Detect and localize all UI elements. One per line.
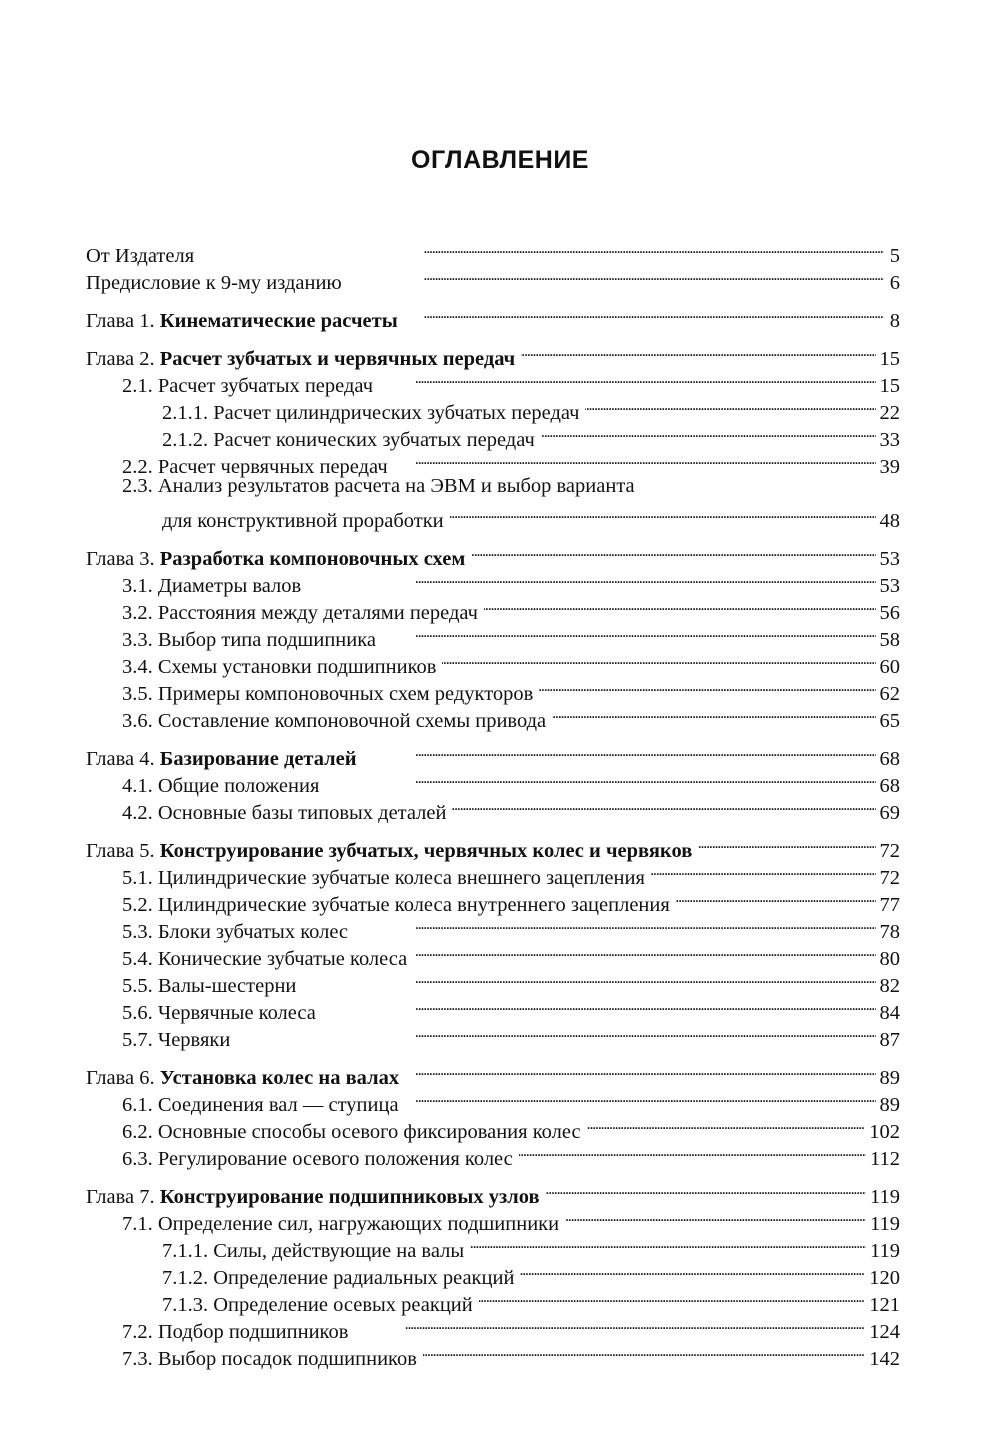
- toc-page-number: 8: [889, 310, 900, 332]
- toc-page-number: 33: [879, 429, 900, 451]
- toc-label: 2.1.2. Расчет конических зубчатых передач: [162, 429, 535, 451]
- toc-label: 3.4. Схемы установки подшипников: [122, 656, 437, 678]
- toc-label: 5.5. Валы-шестерни: [122, 975, 297, 997]
- chapter-title: Расчет зубчатых и червячных передач: [159, 348, 516, 370]
- toc-page-number: 119: [870, 1213, 900, 1235]
- dot-leader: [325, 765, 875, 792]
- dot-leader: [394, 446, 876, 473]
- toc-chapter-2: [86, 338, 900, 370]
- dot-leader: [471, 538, 875, 565]
- toc-label: 7.1.3. Определение осевых реакций: [162, 1294, 473, 1316]
- dot-leader: [479, 1284, 866, 1311]
- toc-label: 3.2. Расстояния между деталями передач: [122, 602, 478, 624]
- chapter-title: Базирование деталей: [159, 748, 357, 770]
- toc-label: 7.1.1. Силы, действующие на валы: [162, 1240, 465, 1262]
- dot-leader: [520, 1257, 865, 1284]
- dot-leader: [698, 830, 875, 857]
- toc-chapter-7: [86, 1176, 900, 1208]
- toc-page-number: 65: [879, 710, 900, 732]
- toc-label: От Издателя: [86, 245, 195, 267]
- toc-chapter-5: [86, 830, 900, 862]
- dot-leader: [302, 965, 875, 992]
- toc-label: 6.3. Регулирование осевого положения колес: [122, 1148, 513, 1170]
- toc-page-number: 120: [869, 1267, 900, 1289]
- toc-label: 5.3. Блоки зубчатых колес: [122, 921, 349, 943]
- toc-page-number: 119: [870, 1240, 900, 1262]
- dot-leader: [382, 619, 876, 646]
- toc-page-number: 15: [879, 375, 900, 397]
- toc-page-number: 119: [870, 1186, 900, 1208]
- dot-leader: [307, 565, 875, 592]
- dot-leader: [200, 235, 884, 262]
- toc-page-number: 68: [879, 775, 900, 797]
- dot-leader: [585, 392, 875, 419]
- dot-leader: [470, 1230, 866, 1257]
- toc-label: 2.1.1. Расчет цилиндрических зубчатых передач: [162, 402, 580, 424]
- toc-page-number: 68: [879, 748, 900, 770]
- toc-label: Предисловие к 9-му изданию: [86, 272, 342, 294]
- toc-page-number: 84: [879, 1002, 900, 1024]
- toc-page-number: 5: [889, 245, 900, 267]
- toc-section: [86, 473, 900, 500]
- chapter-prefix: Глава 3.: [86, 548, 160, 570]
- toc-label: 7.3. Выбор посадок подшипников: [122, 1348, 417, 1370]
- dot-leader: [546, 1176, 866, 1203]
- toc-label: 7.1.2. Определение радиальных реакций: [162, 1267, 515, 1289]
- toc-page-number: 48: [879, 510, 900, 532]
- toc-page-number: 112: [870, 1148, 900, 1170]
- toc-label: 2.3. Анализ результатов расчета на ЭВМ и выбор варианта: [122, 475, 635, 497]
- toc-page-number: 15: [879, 348, 900, 370]
- toc-page-number: 58: [879, 629, 900, 651]
- toc-label: 7.2. Подбор подшипников: [122, 1321, 349, 1343]
- toc-page-number: 62: [879, 683, 900, 705]
- dot-leader: [379, 365, 875, 392]
- dot-leader: [348, 262, 884, 289]
- dot-leader: [363, 738, 876, 765]
- toc-label: 6.1. Соединения вал — ступица: [122, 1094, 399, 1116]
- toc-label: 5.4. Конические зубчатые колеса: [122, 948, 408, 970]
- toc-label: 5.2. Цилиндрические зубчатые колеса внутреннего зацепления: [122, 894, 670, 916]
- toc-label: 5.6. Червячные колеса: [122, 1002, 316, 1024]
- toc-chapter-6: [86, 1057, 900, 1089]
- dot-leader: [354, 911, 875, 938]
- chapter-prefix: Глава 6.: [86, 1067, 160, 1089]
- toc-section-continuation: [86, 500, 900, 532]
- dot-leader: [404, 300, 884, 327]
- chapter-title: Разработка компоновочных схем: [159, 548, 466, 570]
- dot-leader: [651, 857, 876, 884]
- dot-leader: [450, 500, 876, 527]
- toc-page-number: 39: [879, 456, 900, 478]
- dot-leader: [405, 1057, 875, 1084]
- toc-label: 3.1. Диаметры валов: [122, 575, 302, 597]
- chapter-prefix: Глава 4.: [86, 748, 160, 770]
- toc-page-number: 87: [879, 1029, 900, 1051]
- toc-page-number: 6: [889, 272, 900, 294]
- toc-page-number: 53: [879, 575, 900, 597]
- toc-label: 3.5. Примеры компоновочных схем редукторов: [122, 683, 534, 705]
- dot-leader: [521, 338, 875, 365]
- toc-page-number: 89: [879, 1094, 900, 1116]
- dot-leader: [676, 884, 876, 911]
- dot-leader: [413, 938, 875, 965]
- toc-page-number: 102: [869, 1121, 900, 1143]
- dot-leader: [519, 1138, 866, 1165]
- chapter-title: Установка колес на валах: [159, 1067, 400, 1089]
- toc-page-number: 56: [879, 602, 900, 624]
- toc-page-number: 124: [869, 1321, 900, 1343]
- toc-page-number: 72: [879, 867, 900, 889]
- dot-leader: [541, 419, 876, 446]
- toc-chapter-3: [86, 538, 900, 570]
- toc-page-number: 142: [869, 1348, 900, 1370]
- toc-label: 2.1. Расчет зубчатых передач: [122, 375, 374, 397]
- toc-page-number: 22: [879, 402, 900, 424]
- dot-leader: [423, 1338, 865, 1365]
- chapter-title: Конструирование подшипниковых узлов: [159, 1186, 540, 1208]
- toc-page-number: 89: [879, 1067, 900, 1089]
- toc-page-number: 77: [879, 894, 900, 916]
- chapter-prefix: Глава 2.: [86, 348, 160, 370]
- dot-leader: [322, 992, 876, 1019]
- dot-leader: [587, 1111, 866, 1138]
- page-title: ОГЛАВЛЕНИЕ: [411, 146, 589, 174]
- dot-leader: [354, 1311, 865, 1338]
- toc-page-number: 69: [879, 802, 900, 824]
- chapter-prefix: Глава 7.: [86, 1186, 160, 1208]
- toc-label: 5.7. Червяки: [122, 1029, 231, 1051]
- toc-page-number: 72: [879, 840, 900, 862]
- toc-chapter-1: [86, 300, 900, 332]
- dot-leader: [236, 1019, 875, 1046]
- toc-entry-publisher: [86, 235, 900, 267]
- toc-page-number: 82: [879, 975, 900, 997]
- toc-label: 6.2. Основные способы осевого фиксирования колес: [122, 1121, 581, 1143]
- toc-page-number: 80: [879, 948, 900, 970]
- dot-leader: [405, 1084, 876, 1111]
- toc-label: 4.1. Общие положения: [122, 775, 320, 797]
- dot-leader: [565, 1203, 866, 1230]
- dot-leader: [552, 700, 875, 727]
- toc-page-number: 121: [869, 1294, 900, 1316]
- toc-page-number: 78: [879, 921, 900, 943]
- chapter-title: Конструирование зубчатых, червячных колес и червяков: [159, 840, 693, 862]
- dot-leader: [484, 592, 876, 619]
- toc-label: 7.1. Определение сил, нагружающих подшипники: [122, 1213, 560, 1235]
- toc-label: 3.3. Выбор типа подшипника: [122, 629, 376, 651]
- dot-leader: [442, 646, 875, 673]
- chapter-prefix: Глава 5.: [86, 840, 160, 862]
- dot-leader: [452, 792, 875, 819]
- toc-label: 5.1. Цилиндрические зубчатые колеса внешнего зацепления: [122, 867, 645, 889]
- toc-entry-preface: [86, 262, 900, 294]
- toc-chapter-4: [86, 738, 900, 770]
- toc-page-number: 53: [879, 548, 900, 570]
- chapter-title: Кинематические расчеты: [159, 310, 398, 332]
- toc-label: 2.2. Расчет червячных передач: [122, 456, 388, 478]
- dot-leader: [539, 673, 875, 700]
- toc-label: для конструктивной проработки: [162, 510, 444, 532]
- toc-label: 4.2. Основные базы типовых деталей: [122, 802, 447, 824]
- toc-label: 3.6. Составление компоновочной схемы привода: [122, 710, 547, 732]
- table-of-contents: [86, 235, 900, 1370]
- toc-page-number: 60: [879, 656, 900, 678]
- chapter-prefix: Глава 1.: [86, 310, 160, 332]
